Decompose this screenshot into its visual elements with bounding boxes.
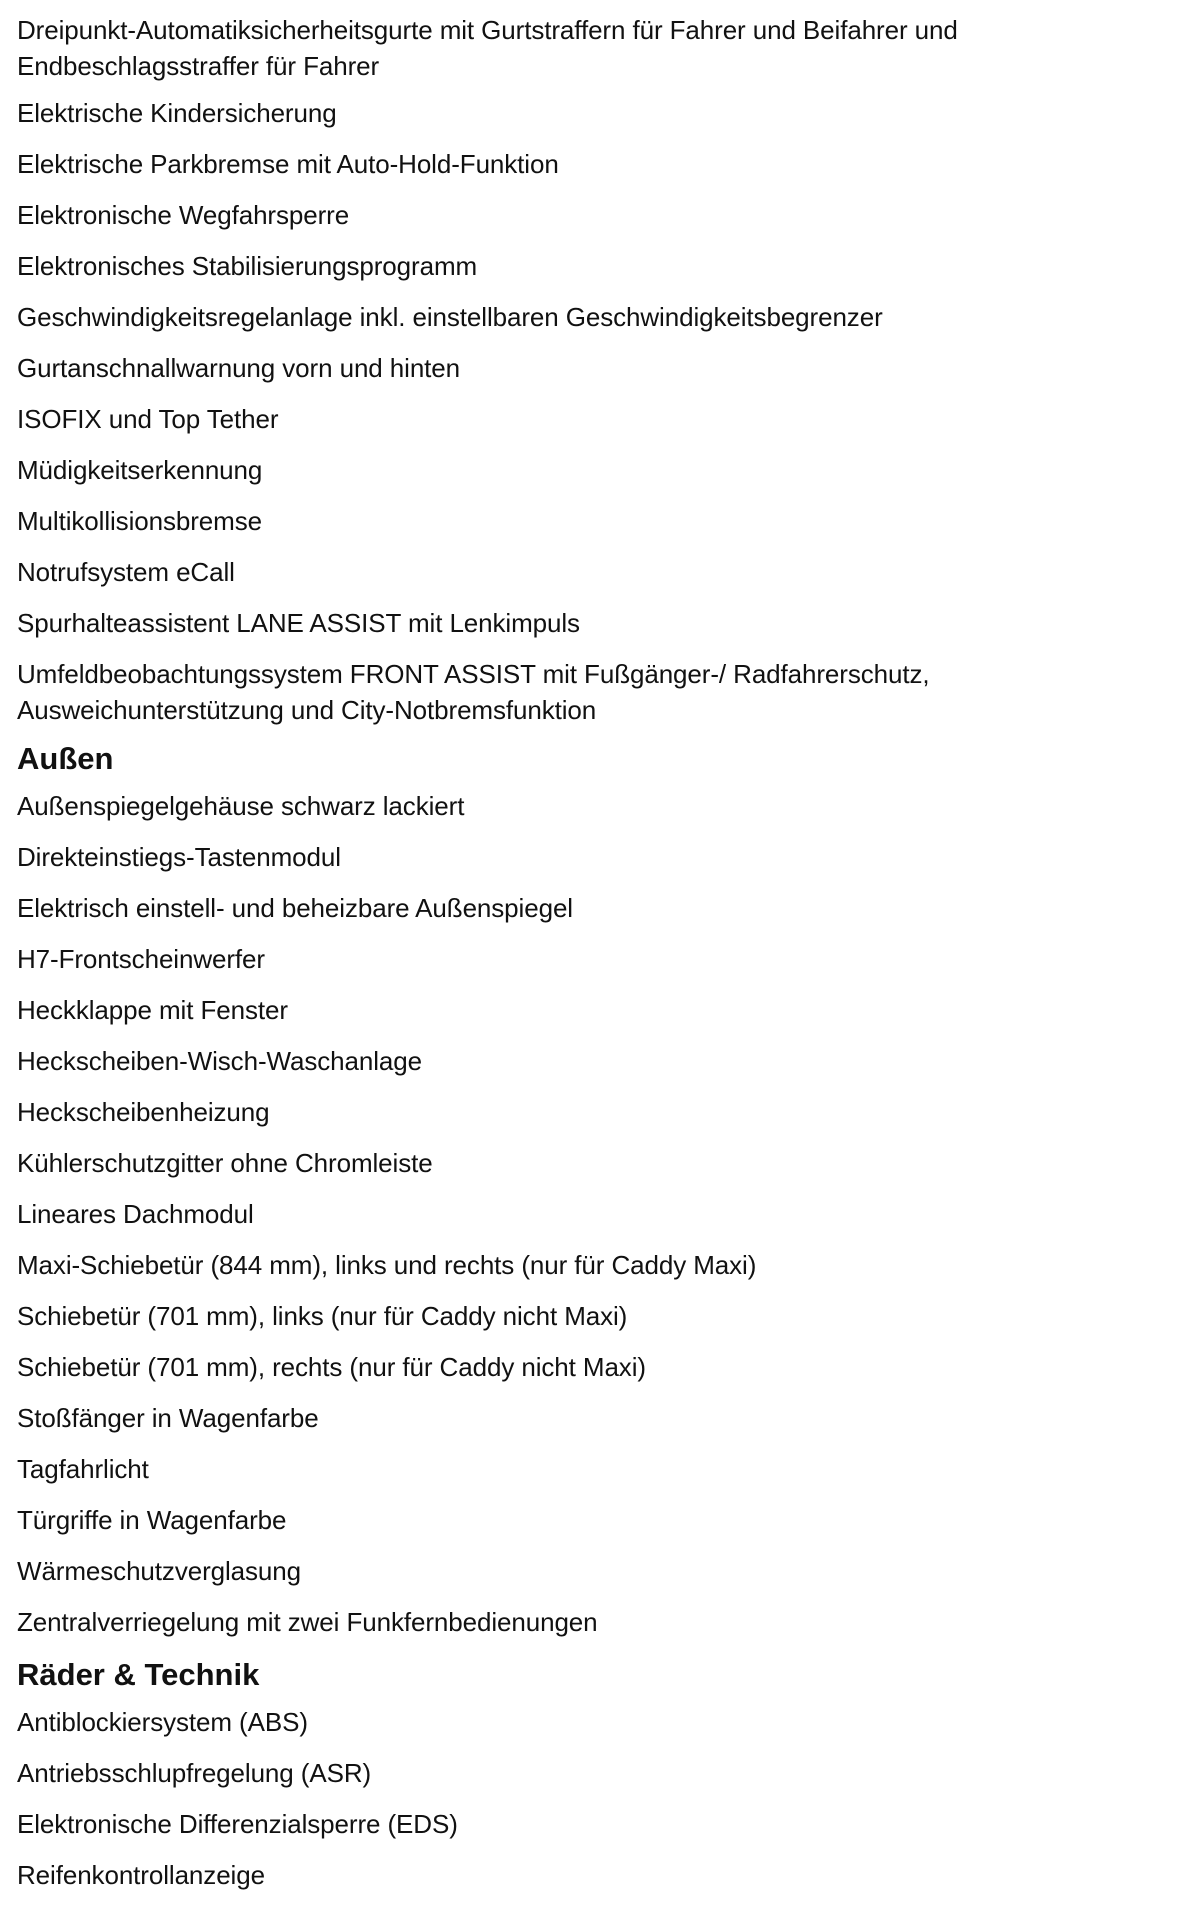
list-item: Spurhalteassistent LANE ASSIST mit Lenkimpuls xyxy=(17,608,580,638)
list-item: Stoßfänger in Wagenfarbe xyxy=(17,1403,319,1433)
list-item: ISOFIX und Top Tether xyxy=(17,404,279,434)
list-item: Heckscheibenheizung xyxy=(17,1097,270,1127)
list-item: H7-Frontscheinwerfer xyxy=(17,944,265,974)
list-item: Notrufsystem eCall xyxy=(17,557,235,587)
list-item: Elektrische Kindersicherung xyxy=(17,98,337,128)
list-item: Wärmeschutzverglasung xyxy=(17,1556,302,1586)
equipment-list-page xyxy=(17,12,1177,1908)
list-item: Elektrische Parkbremse mit Auto-Hold-Funktion xyxy=(17,149,559,179)
list-item: Antiblockiersystem (ABS) xyxy=(17,1707,308,1737)
list-item: Türgriffe in Wagenfarbe xyxy=(17,1505,287,1535)
list-item: Elektrisch einstell- und beheizbare Außenspiegel xyxy=(17,893,573,923)
list-item: Elektronische Wegfahrsperre xyxy=(17,200,350,230)
list-item: Außenspiegelgehäuse schwarz lackiert xyxy=(17,791,465,821)
list-item: Tagfahrlicht xyxy=(17,1454,149,1484)
list-item: Lineares Dachmodul xyxy=(17,1199,254,1229)
list-item: Umfeldbeobachtungssystem FRONT ASSIST mit Fußgänger-/ Radfahrerschutz, Ausweichunterstützung und City-Notbremsfunktion xyxy=(17,659,930,725)
list-item: Maxi-Schiebetür (844 mm), links und rechts (nur für Caddy Maxi) xyxy=(17,1250,757,1280)
list-item: Dreipunkt-Automatiksicherheitsgurte mit Gurtstraffern für Fahrer und Beifahrer und Endbeschlagsstraffer für Fahrer xyxy=(17,15,958,81)
list-item: Heckklappe mit Fenster xyxy=(17,995,288,1025)
list-item: Elektronisches Stabilisierungsprogramm xyxy=(17,251,478,281)
list-item: Multikollisionsbremse xyxy=(17,506,262,536)
list-item: Kühlerschutzgitter ohne Chromleiste xyxy=(17,1148,433,1178)
list-item: Schiebetür (701 mm), links (nur für Caddy nicht Maxi) xyxy=(17,1301,628,1331)
list-item: Reifenkontrollanzeige xyxy=(17,1860,265,1890)
list-item: Direkteinstiegs-Tastenmodul xyxy=(17,842,341,872)
list-item: Schiebetür (701 mm), rechts (nur für Caddy nicht Maxi) xyxy=(17,1352,646,1382)
list-item: Gurtanschnallwarnung vorn und hinten xyxy=(17,353,461,383)
list-item: Antriebsschlupfregelung (ASR) xyxy=(17,1758,372,1788)
list-item: Zentralverriegelung mit zwei Funkfernbedienungen xyxy=(17,1607,598,1637)
section-heading-raeder-technik: Räder & Technik xyxy=(17,1657,260,1692)
list-item: Heckscheiben-Wisch-Waschanlage xyxy=(17,1046,422,1076)
list-item: Geschwindigkeitsregelanlage inkl. einstellbaren Geschwindigkeitsbegrenzer xyxy=(17,302,883,332)
list-item: Elektronische Differenzialsperre (EDS) xyxy=(17,1809,458,1839)
list-item: Müdigkeitserkennung xyxy=(17,455,263,485)
section-heading-aussen: Außen xyxy=(17,741,114,776)
